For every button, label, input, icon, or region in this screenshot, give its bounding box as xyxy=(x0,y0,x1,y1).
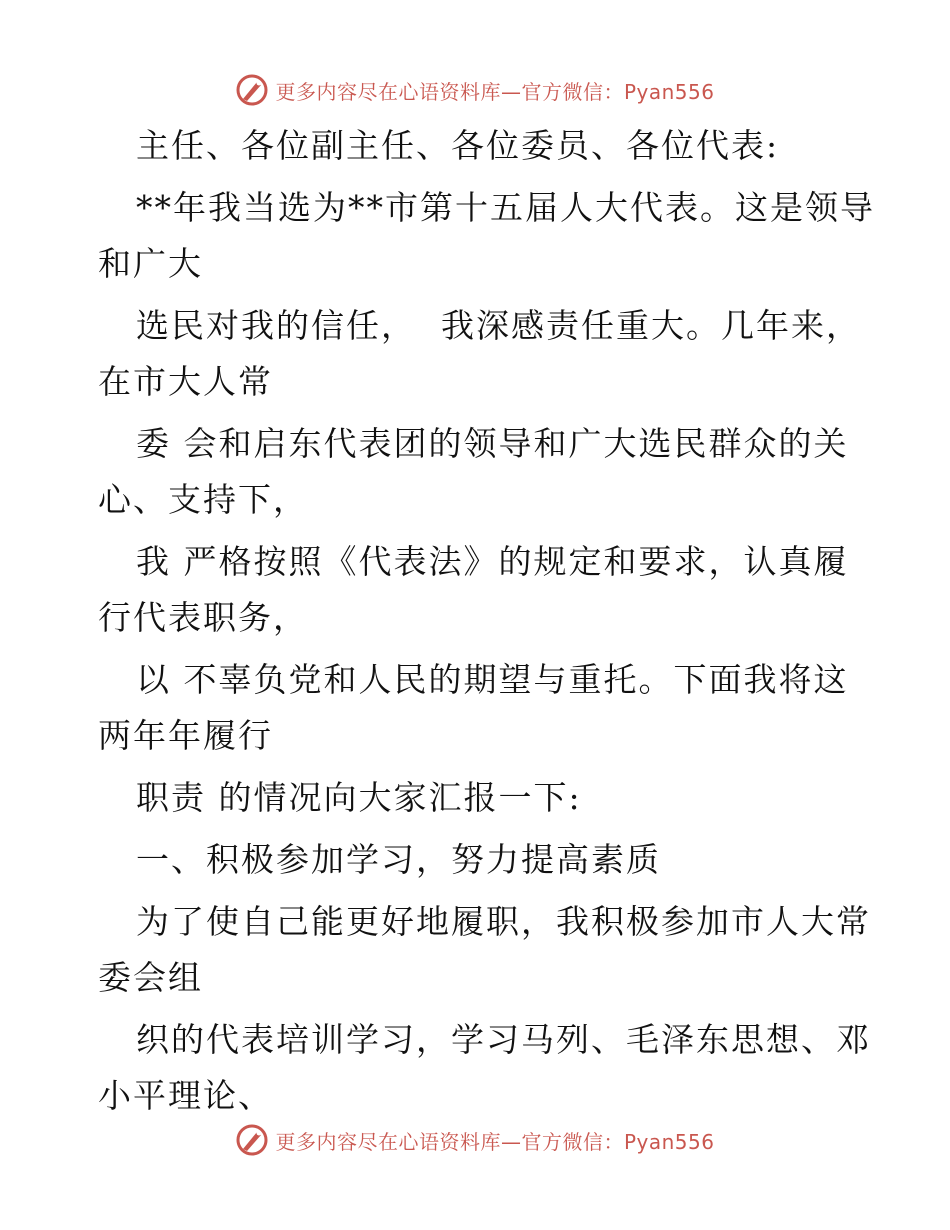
text-line: 小平理论、 xyxy=(98,1076,273,1115)
footer-banner xyxy=(0,1120,950,1160)
text-line: 选民对我的信任， 我深感责任重大。几年来， xyxy=(136,306,861,345)
header-banner xyxy=(0,70,950,110)
document-body xyxy=(98,118,875,1124)
text-line: 以 不辜负党和人民的期望与重托。下面我将这 xyxy=(136,660,849,699)
text-line: 两年年履行 xyxy=(98,716,273,755)
text-line: 职责 的情况向大家汇报一下: xyxy=(136,778,582,817)
text-line: 委会组 xyxy=(98,958,203,997)
text-line: 委 会和启东代表团的领导和广大选民群众的关 xyxy=(136,424,849,463)
text-line: 织的代表培训学习，学习马列、毛泽东思想、邓 xyxy=(136,1020,871,1059)
pen-circle-logo-icon xyxy=(235,73,269,107)
banner-text: 更多内容尽在心语资料库—官方微信：Pyan556 xyxy=(275,1129,715,1154)
text-line: 在市大人常 xyxy=(98,362,273,401)
text-line: 行代表职务， xyxy=(98,598,308,637)
text-line: 主任、各位副主任、各位委员、各位代表: xyxy=(136,126,780,165)
text-line: 为了使自己能更好地履职，我积极参加市人大常 xyxy=(136,902,871,941)
banner-text: 更多内容尽在心语资料库—官方微信：Pyan556 xyxy=(275,79,715,104)
text-line: **年我当选为**市第十五届人大代表。这是领导 xyxy=(136,188,875,227)
text-line: 我 严格按照《代表法》的规定和要求，认真履 xyxy=(136,542,849,581)
pen-circle-logo-icon xyxy=(235,1123,269,1157)
text-line: 心、支持下， xyxy=(98,480,308,519)
text-line: 和广大 xyxy=(98,244,203,283)
section-heading: 一、积极参加学习，努力提高素质 xyxy=(136,840,661,879)
